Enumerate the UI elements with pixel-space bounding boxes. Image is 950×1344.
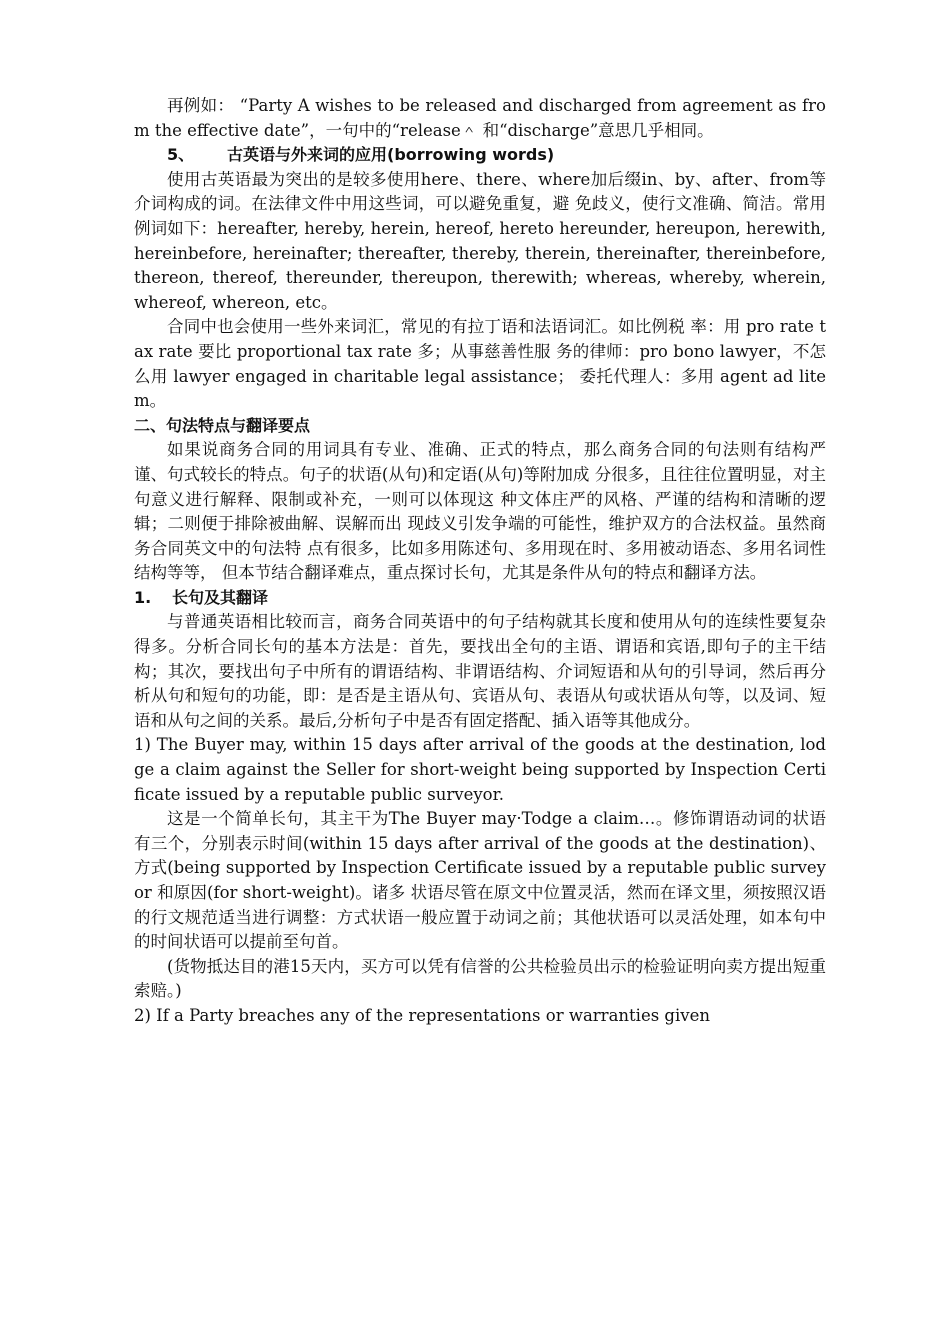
- example-sentence-2: 2) If a Party breaches any of the representations or warranties given: [134, 1005, 710, 1025]
- section-number: 5、: [167, 145, 195, 165]
- paragraph-example-1-translation: (货物抵达目的港15天内，买方可以凭有信誉的公共检验员出示的检验证明向卖方提出短重索赔。): [134, 956, 826, 1001]
- paragraph-archaic-words: 使用古英语最为突出的是较多使用here、there、where加后缀in、by、after、from等介词构成的词。在法律文件中用这些词，可以避免重复，避 免歧义，使行文准确、简洁。常用例词如下：hereafter, hereby, herein, hereof, hereto hereunder, hereupon, herewith, hereinbefore, hereinafter; thereafter, thereby, therein, thereinafter, thereinbefore, thereon, thereof, thereunder, thereupon, therewith; whereas, whereby, wherein, whereof, whereon, etc。: [134, 169, 826, 312]
- paragraph-syntax-intro: 如果说商务合同的用词具有专业、准确、正式的特点，那么商务合同的句法则有结构严谨、句式较长的特点。句子的状语(从句)和定语(从句)等附加成 分很多，且往往位置明显，对主句意义进行解释、限制或补充，一则可以体现这 种文体庄严的风格、严谨的结构和清晰的逻辑；二则便于排除被曲解、误解而出 现歧义引发争端的可能性，维护双方的合法权益。虽然商务合同英文中的句法特 点有很多，比如多用陈述句、多用现在时、多用被动语态、多用名词性结构等等， 但本节结合翻译难点，重点探讨长句，尤其是条件从句的特点和翻译方法。: [134, 440, 826, 583]
- section-title: 长句及其翻译: [172, 587, 269, 607]
- document-page: [134, 94, 826, 1029]
- chapter-heading-syntax: 二、句法特点与翻译要点: [134, 415, 311, 435]
- section-title: 古英语与外来词的应用(borrowing words): [227, 145, 555, 165]
- section-number: 1.: [134, 587, 152, 607]
- example-sentence-1: 1) The Buyer may, within 15 days after arrival of the goods at the destination, lodge a claim against the Seller for short-weight being supported by Inspection Certificate issued by a reputable public surveyor.: [134, 735, 826, 804]
- section-heading-long-sentences: [134, 586, 826, 611]
- paragraph-example-1-analysis: 这是一个简单长句，其主干为The Buyer may·Todge a claim…。修饰谓语动词的状语有三个，分别表示时间(within 15 days after arrival of the goods at the destination)、方式(being supported by Inspection Certificate issued by a reputable public surveyor 和原因(for short-weight)。诸多 状语尽管在原文中位置灵活，然而在译文里，须按照汉语的行文规范适当进行调整：方式状语一般应置于动词之前；其他状语可以灵活处理，如本句中的时间状语可以提前至句首。: [134, 809, 826, 952]
- section-heading-5: [134, 143, 826, 168]
- paragraph-example-release: 再例如： “Party A wishes to be released and discharged from agreement as from the effective date”，一句中的“release＾ 和“discharge”意思几乎相同。: [134, 96, 826, 140]
- paragraph-foreign-words: 合同中也会使用一些外来词汇，常见的有拉丁语和法语词汇。如比例税 率：用 pro rate tax rate 要比 proportional tax rate 多；从事慈善性服 务的律师：pro bono lawyer，不怎么用 lawyer engaged in charitable legal assistance； 委托代理人：多用 agent ad litem。: [134, 317, 826, 411]
- paragraph-long-sentence-method: 与普通英语相比较而言，商务合同英语中的句子结构就其长度和使用从句的连续性要复杂得多。分析合同长句的基本方法是：首先，要找出全句的主语、谓语和宾语,即句子的主干结构；其次，要找出句子中所有的谓语结构、非谓语结构、介词短语和从句的引导词，然后再分析从句和短句的功能，即：是否是主语从句、宾语从句、表语从句或状语从句等，以及词、短语和从句之间的关系。最后,分析句子中是否有固定搭配、插入语等其他成分。: [134, 612, 826, 730]
